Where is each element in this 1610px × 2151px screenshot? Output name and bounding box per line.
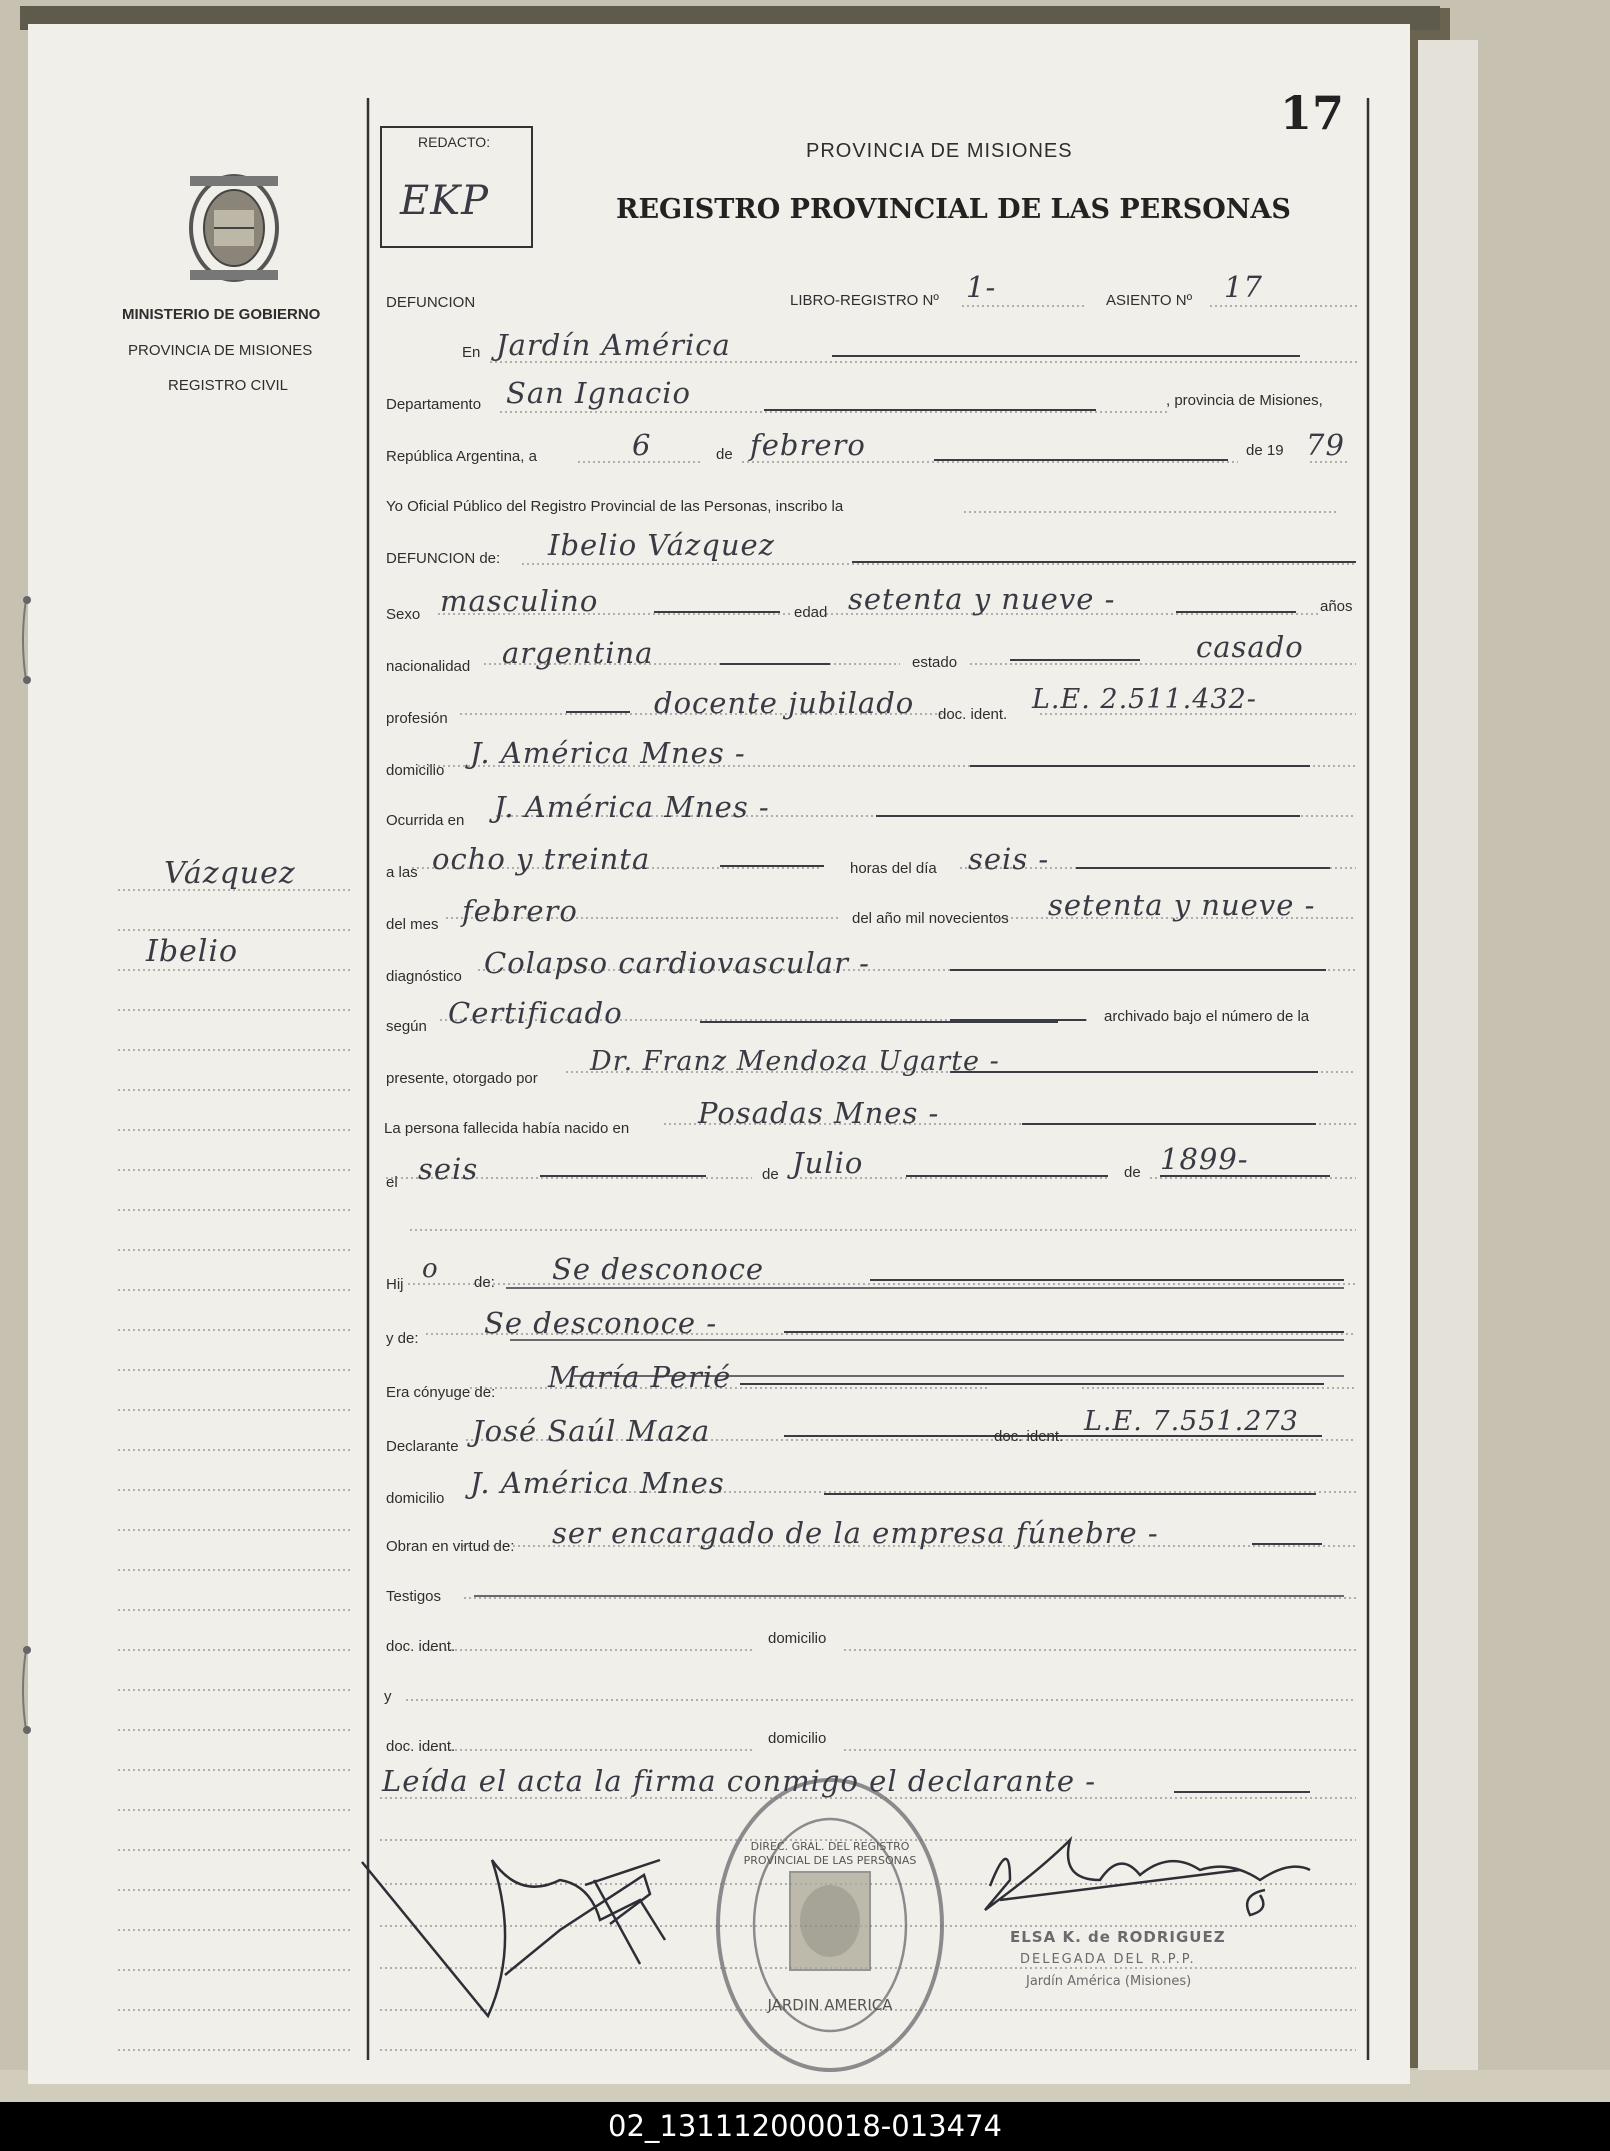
mes-label: del mes [386, 916, 439, 933]
diagnostico-label: diagnóstico [386, 968, 462, 985]
page-number: 17 [1280, 86, 1345, 140]
otorgado-value: Dr. Franz Mendoza Ugarte - [590, 1046, 1000, 1077]
official-place: Jardín América (Misiones) [1026, 1974, 1192, 1989]
hij-value: o [422, 1254, 439, 1284]
de3-label: de [1124, 1164, 1141, 1181]
testigo2-doc-label: doc. ident. [386, 1738, 456, 1755]
nacionalidad-value: argentina [502, 636, 654, 670]
asiento-label: ASIENTO Nº [1106, 292, 1193, 309]
sidebar-ministry: MINISTERIO DE GOBIERNO [122, 306, 321, 323]
ano-value: setenta y nueve - [1048, 888, 1316, 922]
estado-value: casado [1196, 630, 1304, 664]
declarante-label: Declarante [386, 1438, 459, 1455]
testigo2-dom-label: domicilio [768, 1730, 827, 1747]
profesion-label: profesión [386, 710, 448, 727]
header-province: PROVINCIA DE MISIONES [806, 140, 1073, 162]
obran-value: ser encargado de la empresa fúnebre - [552, 1516, 1159, 1550]
de-label: de [716, 446, 733, 463]
doc-ident-value: L.E. 2.511.432- [1032, 684, 1257, 715]
sidebar-registry: REGISTRO CIVIL [168, 377, 289, 394]
hijde-value: Se desconoce [552, 1252, 765, 1286]
redacto-label: REDACTO: [418, 134, 491, 150]
conyuge-label: Era cónyuge de: [386, 1384, 496, 1401]
decl-dom-label: domicilio [386, 1490, 445, 1507]
testigo1-dom-label: domicilio [768, 1630, 827, 1647]
alas-label: a las [386, 864, 418, 881]
de2-label: de [762, 1166, 779, 1183]
testigos-label: Testigos [386, 1588, 442, 1605]
official-signature-icon [985, 1840, 1310, 1915]
segun-label: según [386, 1018, 427, 1035]
defuncion-de-value: Ibelio Vázquez [548, 528, 775, 562]
official-name: ELSA K. de RODRIGUEZ [1010, 1928, 1226, 1946]
oficial-text: Yo Oficial Público del Registro Provincial de las Personas, inscribo la [386, 498, 844, 515]
redacto-initials: EKP [400, 178, 489, 224]
libro-label: LIBRO-REGISTRO Nº [790, 292, 939, 309]
decl-dom-value: J. América Mnes [470, 1466, 725, 1500]
nacido-value: Posadas Mnes - [698, 1096, 940, 1130]
segun-value: Certificado [448, 996, 623, 1030]
declarant-signature-icon [362, 1860, 665, 2016]
decl-doc-label: doc. ident. [994, 1428, 1064, 1445]
el-label: el [386, 1174, 398, 1191]
anos-label: años [1320, 598, 1353, 615]
leida-text: Leída el acta la firma conmigo el declarante - [382, 1764, 1097, 1798]
en-value: Jardín América [496, 328, 731, 362]
seal-ring-text: DIREC. GRAL. DEL REGISTRO PROVINCIAL DE LAS PERSONAS [743, 1840, 917, 1867]
diagnostico-value: Colapso cardiovascular - [484, 946, 870, 980]
domicilio-label: domicilio [386, 762, 445, 779]
defuncion-de-label: DEFUNCION de: [386, 550, 501, 567]
testigo1-doc-label: doc. ident. [386, 1638, 456, 1655]
header-title: REGISTRO PROVINCIAL DE LAS PERSONAS [616, 194, 1291, 225]
sidebar-province: PROVINCIA DE MISIONES [128, 342, 313, 359]
ocurrida-value: J. América Mnes - [494, 790, 770, 824]
declarante-value: José Saúl Maza [472, 1414, 711, 1448]
year-value: 79 [1306, 428, 1345, 462]
official-seal-icon [718, 1780, 942, 2070]
sexo-label: Sexo [386, 606, 421, 623]
yde-label: y de: [386, 1330, 419, 1347]
edad-label: edad [794, 604, 828, 621]
year-label: de 19 [1246, 442, 1284, 459]
horas-label: horas del día [850, 860, 937, 877]
archive-id-footer: 02_131112000018-013474 [0, 2102, 1610, 2151]
profesion-value: docente jubilado [654, 686, 915, 720]
mes-value: febrero [462, 894, 578, 928]
y-label: y [384, 1688, 392, 1705]
republica-label: República Argentina, a [386, 448, 537, 465]
doc-ident-label: doc. ident. [938, 706, 1008, 723]
el-value: seis [418, 1152, 479, 1186]
defuncion-label: DEFUNCION [386, 294, 476, 311]
ocurrida-label: Ocurrida en [386, 812, 465, 829]
conyuge-value: María Perié [548, 1360, 732, 1394]
nacido-label: La persona fallecida había nacido en [384, 1120, 630, 1137]
sexo-value: masculino [440, 584, 599, 618]
ano-label: del año mil novecientos [852, 910, 1009, 927]
libro-value: 1- [966, 270, 997, 304]
official-title: DELEGADA DEL R.P.P. [1020, 1952, 1196, 1967]
horas-value: seis - [968, 842, 1050, 876]
de3-value: 1899- [1160, 1142, 1249, 1176]
nacionalidad-label: nacionalidad [386, 658, 471, 675]
seal-center-text: JARDIN AMERICA [767, 1996, 893, 2014]
edad-value: setenta y nueve - [848, 582, 1116, 616]
archivado-label: archivado bajo el número de la [1104, 1008, 1310, 1025]
hijde-label: de: [474, 1274, 495, 1291]
domicilio-value: J. América Mnes - [470, 736, 746, 770]
departamento-label: Departamento [386, 396, 482, 413]
sidebar-surname: Vázquez [164, 856, 296, 891]
yde-value: Se desconoce - [484, 1306, 718, 1340]
departamento-value: San Ignacio [506, 376, 692, 410]
month-value: febrero [750, 428, 866, 462]
day-value: 6 [632, 428, 652, 462]
decl-doc-value: L.E. 7.551.273 [1084, 1406, 1299, 1437]
coat-of-arms-icon [190, 176, 278, 280]
sidebar-given-name: Ibelio [146, 934, 239, 969]
obran-label: Obran en virtud de: [386, 1538, 515, 1555]
de2-value: Julio [792, 1146, 864, 1180]
asiento-value: 17 [1224, 270, 1263, 304]
hij-label: Hij [386, 1276, 404, 1293]
estado-label: estado [912, 654, 958, 671]
provincia-label: , provincia de Misiones, [1166, 392, 1323, 409]
en-label: En [462, 344, 481, 361]
otorgado-label: presente, otorgado por [386, 1070, 538, 1087]
alas-value: ocho y treinta [432, 842, 651, 876]
